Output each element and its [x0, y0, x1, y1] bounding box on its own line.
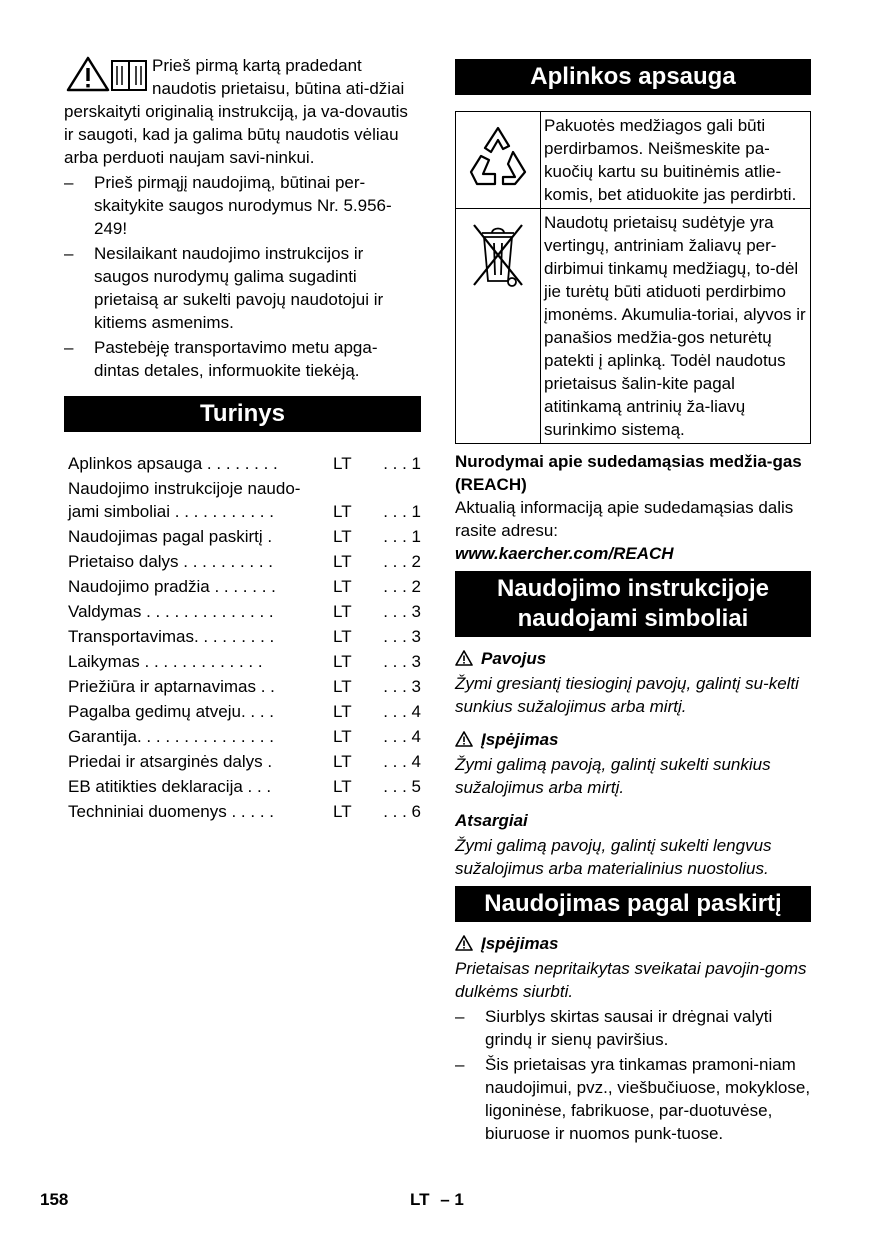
reach-url-link[interactable]: www.kaercher.com/REACH	[455, 544, 674, 563]
toc-row[interactable]: Garantija. . . . . . . . . . . . . . . LT . . . 4	[68, 727, 421, 746]
left-column	[64, 52, 421, 825]
toc-row[interactable]: EB atitikties deklaracija . . . LT . . . 5	[68, 777, 421, 796]
reach-text: Aktualią informaciją apie sudedamąsias dalis rasite adresu:	[455, 498, 794, 540]
caution-text: Žymi galimą pavojų, galintį sukelti lengvus sužalojimus arba materialinius nuostolius.	[455, 836, 772, 878]
environment-heading: Aplinkos apsauga	[455, 59, 811, 95]
crossed-bin-icon	[468, 219, 528, 291]
reach-title: Nurodymai apie sudedamąsias medžia-gas (REACH)	[455, 452, 802, 494]
warning-text: Žymi galimą pavoją, galintį sukelti sunkius sužalojimus arba mirtį.	[455, 755, 771, 797]
intro-icons	[64, 56, 152, 96]
intended-use-heading: Naudojimas pagal paskirtį	[455, 886, 811, 922]
warning-triangle-icon	[455, 935, 473, 951]
toc-row[interactable]: Naudojimo pradžia . . . . . . . LT . . . 2	[68, 577, 421, 596]
toc-row[interactable]: Naudojimas pagal paskirtį . LT . . . 1	[68, 527, 421, 546]
toc-heading: Turinys	[64, 396, 421, 432]
toc-row[interactable]: Laikymas . . . . . . . . . . . . . LT . . . 3	[68, 652, 421, 671]
toc-row[interactable]: Pagalba gedimų atveju. . . . LT . . . 4	[68, 702, 421, 721]
list-item: – Prieš pirmąjį naudojimą, būtinai per-skaitykite saugos nurodymus Nr. 5.956-249!	[64, 173, 392, 238]
warning-triangle-icon	[455, 650, 473, 666]
intro-text: Prieš pirmą kartą pradedant naudotis prietaisu, būtina ati-džiai perskaityti originalią instrukciją, ja va-dovautis ir saugoti, kad ja galima būtų naudotis vėliau arba perduoti naujam savi-ninkui.	[64, 56, 408, 167]
toc-row[interactable]: Transportavimas. . . . . . . . . LT . . . 3	[68, 627, 421, 646]
packaging-text: Pakuotės medžiagos gali būti perdirbamos. Neišmeskite pa-kuočių kartu su buitinėmis atlie-komis, bet atiduokite jas perdirbti.	[541, 112, 811, 209]
danger-text: Žymi gresiantį tiesioginį pavojų, galintį su-kelti sunkius sužalojimus arba mirtį.	[455, 674, 799, 716]
footer-section	[410, 1188, 464, 1211]
toc-row[interactable]: Techniniai duomenys . . . . . LT . . . 6	[68, 802, 421, 821]
manual-book-icon	[112, 61, 146, 90]
toc-row[interactable]: Valdymas . . . . . . . . . . . . . . LT . . . 3	[68, 602, 421, 621]
warning-triangle-icon	[455, 731, 473, 747]
device-disposal-text: Naudotų prietaisų sudėtyje yra vertingų, antriniam žaliavų per-dirbimui tinkamų medžiagų, to-dėl jie turėtų būti atiduoti perdirbimo įmonėms. Akumulia-toriai, alyvos ir panašios medžia-gos neturėtų patekti į aplinką. Todėl naudotus prietaisus šalin-kite pagal atitinkamą antrinių ža-liavų surinkimo sistemą.	[541, 209, 811, 444]
toc-row[interactable]: Priežiūra ir aptarnavimas . . LT . . . 3	[68, 677, 421, 696]
intended-use-warning-text: Prietaisas nepritaikytas sveikatai pavojin-goms dulkėms siurbti.	[455, 959, 807, 1001]
recycling-icon	[463, 122, 533, 192]
environment-table	[455, 111, 811, 444]
intended-use-list	[455, 1005, 811, 1145]
intro-list	[64, 171, 421, 382]
table-row	[456, 209, 811, 444]
symbols-heading: Naudojimo instrukcijoje naudojami simboliai	[455, 571, 811, 637]
footer-section-page: – 1	[440, 1190, 464, 1209]
table-row	[456, 112, 811, 209]
warning-label: Įspėjimas	[455, 728, 811, 751]
list-item: – Pastebėję transportavimo metu apga-dintas detales, informuokite tiekėją.	[64, 338, 378, 380]
list-item: – Šis prietaisas yra tinkamas pramoni-niam naudojimui, pvz., viešbučiuose, mokyklose, ligoninėse, fabrikuose, par-duotuvėse, biuruose ir nuomos punk-tuose.	[455, 1055, 811, 1143]
danger-label: Pavojus	[455, 647, 811, 670]
warning-triangle-icon	[64, 56, 150, 94]
list-item: – Siurblys skirtas sausai ir drėgnai valyti grindų ir sienų paviršius.	[455, 1007, 773, 1049]
intro-block	[64, 54, 421, 382]
toc-row[interactable]: Naudojimo instrukcijoje naudo- jami simboliai . . . . . . . . . . . LT . . . 1	[68, 479, 421, 521]
page-number: 158	[40, 1190, 69, 1209]
toc-row[interactable]: Prietaiso dalys . . . . . . . . . . LT . . . 2	[68, 552, 421, 571]
footer-section-label: LT	[410, 1190, 430, 1209]
caution-label: Atsargiai	[455, 811, 528, 830]
list-item: – Nesilaikant naudojimo instrukcijos ir saugos nurodymų galima sugadinti prietaisą ar sukelti pavojų naudotojui ir kitiems asmenims.	[64, 244, 384, 332]
toc-row[interactable]: Aplinkos apsauga . . . . . . . . LT . . . 1	[68, 454, 421, 473]
toc-row[interactable]: Priedai ir atsarginės dalys . LT . . . 4	[68, 752, 421, 771]
table-of-contents	[64, 452, 421, 823]
right-column	[455, 52, 811, 1145]
intended-use-warning-label: Įspėjimas	[455, 932, 811, 955]
